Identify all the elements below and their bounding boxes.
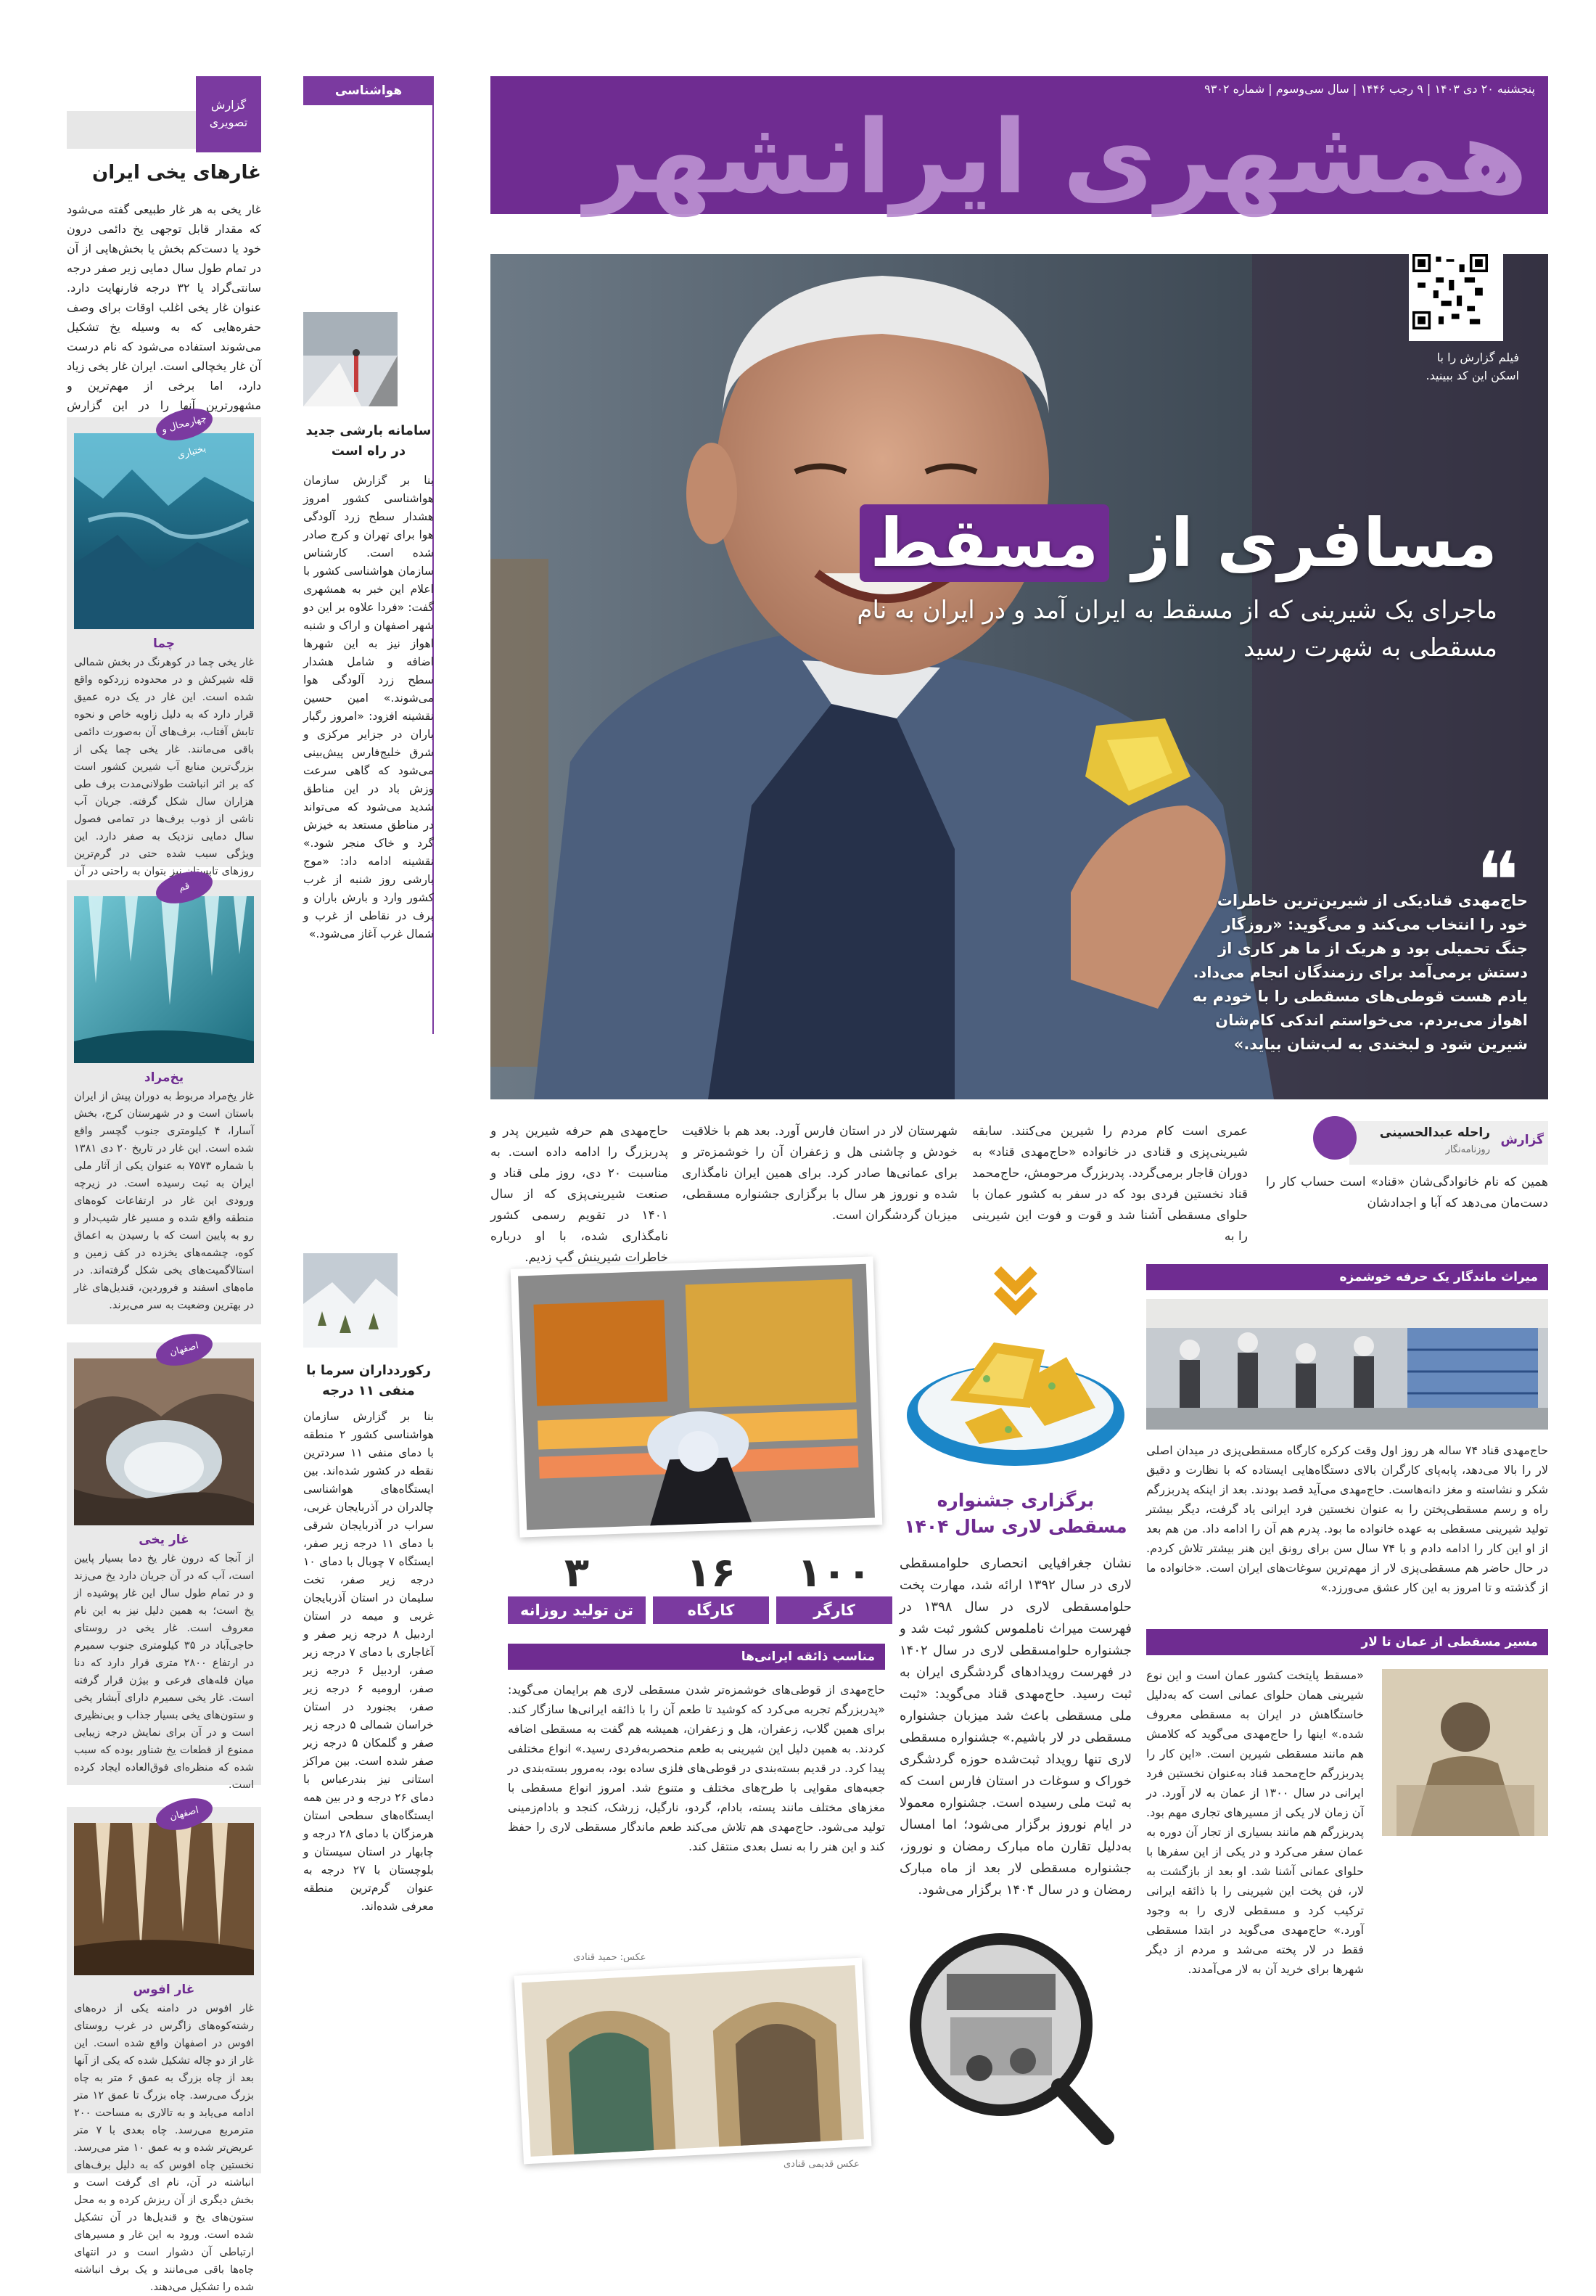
masthead-logo: [505, 99, 1535, 217]
gallery-tag-bar: [67, 111, 196, 149]
hero-photo: [490, 254, 1548, 1099]
weather-photo: [303, 312, 398, 406]
weather-title: سامانه بارشی جدید در راه است: [305, 423, 432, 459]
gallery-card: [67, 880, 261, 1324]
weather-text: بنا بر گزارش سازمان هواشناسی کشور ۲ منطقه با دمای منفی ۱۱ سردترین نقطه در کشور شده‌اند. بین ایستگاه‌های هواشناسی چالدران در آذربایجان غربی، سراب در آذربایجان شرقی با دمای ۱۱ درجه زیر صفر، ایستگاه ۷ چوبال با دمای ۱۰ درجه زیر صفر، تخت سلیمان در استان آذربایجان غربی و میمه در استان اردبیل ۸ درجه زیر صفر و آغاجاری با دمای ۷ درجه زیر صفر، اردبیل ۶ درجه زیر صفر، ارومیه ۶ درجه زیر صفر، بجنورد در استان خراسان شمالی ۵ درجه زیر صفر و گلمکان ۵ درجه زیر صفر شده است. بین مراکز استانی نیز بندرعباس با دمای ۲۶ درجه و در بین همه ایستگاه‌های سطحی استان هرمزگان با دمای ۲۸ درجه و چابهار در استان سیستان و بلوچستان با ۲۷ درجه به عنوان گرم‌ترین منطقه معرفی شده‌اند.: [303, 1410, 435, 1913]
cave-photo: [74, 1358, 254, 1525]
cave-photo: [74, 896, 254, 1063]
card-caption: چما: [152, 636, 176, 651]
photo-credit: عکس قدیمی قنادی: [783, 2159, 860, 2170]
weather-text: بنا بر گزارش سازمان هواشناسی کشور امروز هشدار سطح زرد آلودگی هوا برای تهران و کرج صادر شده است. کارشناس سازمان هواشناسی کشور با اعلام این خبر به همشهری گفت: «فردا علاوه بر این دو شهر اصفهان و اراک و شنبه اهواز نیز به این شهرها اضافه و شامل هشدار سطح زرد آلودگی هوا می‌شوند.» امین حسین نقشینه افزود: «امروز رگبار باران در جزایر مرکزی و شرق خلیج‌فارس پیش‌بینی می‌شود که گاهی سرعت وزش باد در این مناطق شدید می‌شود که می‌تواند در مناطق مستعد به خیزش گرد و خاک منجر شود.» نقشینه ادامه داد: «موج بارشی روز شنبه از غرب کشور وارد و بارش باران و برف در نقاطی از غرب و شمال غرب آغاز می‌شود.»: [303, 474, 434, 940]
intro-text-1: همین که نام خانوادگی‌شان «قناد» است حساب کار را دست‌مان می‌دهد که آبا و اجدادشان: [1266, 1175, 1548, 1210]
author-badge-icon: [1313, 1116, 1357, 1160]
section-text: حاج‌مهدی از قوطی‌های خوشمزه‌تر شدن مسقطی لاری هم برایمان می‌گوید: «پدربزرگم تجربه می‌کرد که کوشید تا طعم آن را با ذائقه ایرانی‌ها سازگار کند. برای همین گلاب، زعفران، هل و زعفران، همیشه هم گفت به مسقطی اضافه کردند. به همین دلیل این شیرینی به طعم منحصربه‌فردی رسید.» انواع مختلفی پیدا کرد. در قدیم بسته‌بندی در قوطی‌های فلزی ساده بود، به‌مرور بسته‌بندی در جعبه‌های مقوایی با طرح‌های مختلف و متنوع شد. امروز انواع مسقطی با مغزهای مختلف مانند پسته، بادام، گردو، نارگیل، زرشک، کنجد و بادام‌زمینی تولید می‌شود. حاج‌مهدی هم تلاش می‌کند طعم ماندگار مسقطی لاری را حفظ کند و این هنر را به نسل بعدی منتقل کند.: [508, 1683, 885, 1853]
card-text: از آنجا که درون غار یخ دما بسیار پایین است، آب که در آن جریان دارد یخ می‌زند و در تمام طول سال این غار پوشیده از یخ است؛ به همین دلیل نیز به این نام معروف است. غار یخی در روستای حاجی‌آباد در ۳۵ کیلومتری جنوب سمیرم در ارتفاع ۲۸۰۰ متری قرار دارد که دنا میان قله‌های فرعی و بیژن قرار گرفته است. غار یخی سمیرم دارای آبشار یخی و ستون‌های یخی بسیار جذاب و بی‌نظیری است و در آن برای نمایش درجه زیبایی ممنوع از قطعات یخ شناور بوده که سبب شده که منظره‌ای فوق‌العاده ایجاد کرده است.: [73, 1553, 254, 1791]
card-text: غار افوس در دامنه یکی از دره‌های رشته‌کوه‌های زاگرس در غرب روستای افوس در اصفهان واقع شده است. این غار از دو چاله تشکیل شده که یکی از آنها بعد از چاه بزرگ به عمق ۶ متر به چاه بزرگ می‌رسد. چاه بزرگ تا عمق ۱۲ متر ادامه می‌یابد و به تالاری به مساحت ۲۰۰ مترمربع می‌رسد. چاه بعدی با ۷ متر عریض‌تر شده و به عمق ۱۰ متر می‌رسد. نخستین چاه افوس که به دلیل برف‌های انباشته در آن، نام ای گرفت است و بخش دیگری از آن ریزش کرده و به محل ستون‌های یخ و قندیل‌ها در آن تشکیل شده است. ورود به این غار و مسیر‌های ارتباطی آن دشوار است و در انتهای چاه‌ها باقی می‌مانند و یک برف انباشته شده را تشکیل می‌دهند.: [74, 2003, 254, 2293]
photo-credit: عکس: حمید قنادی: [573, 1952, 646, 1963]
workshop-photo: [1146, 1299, 1548, 1430]
gallery-column: [67, 76, 262, 2293]
section-text: حاج‌مهدی قناد ۷۴ ساله هر روز اول وقت کرکره کارگاه مسقطی‌پزی در میدان اصلی لار را بالا می‌دهد، پابه‌پای کارگران بالای دستگاه‌هایی ایستاده که با نظارت و دقیق شکر و نشاسته و مغز دانه‌هاست. حاج‌مهدی می‌آید قصد بودند. بعد از اینکه پدربزرگم راه و رسم مسقطی‌پختن را به عنوان نخستین فرد ایرانی یاد گرفت، دیگر بیشتر تولید شیرینی مسقطی به عهده خانواده ما بود. پدرم هم آن را ادامه داد. من هم بعد از او این کار را ادامه دادم و با ۷۴ سال سن برای رونق این هنر بیشتر تلاش کردم. در حال حاضر هم مسقطی‌پزی لار از مهم‌ترین سوغات‌های ایران است. «خانواده ما از گذشته و تا امروز به این کار عشق می‌ورزد.»: [1146, 1443, 1548, 1594]
hero-title-a: مسافری از: [1132, 504, 1497, 582]
cave-photo: [74, 1823, 254, 1975]
card-text: غار یخی چما در کوهرنگ در بخش شمالی قله شیرکش و در محدوده زردکوه واقع شده است. این غار در یک دره عمیق قرار دارد که به دلیل زاویه خاص و نحوه تابش آفتاب، برف‌های آن به‌صورت دائمی باقی می‌مانند. غار یخی چما یکی از بزرگ‌ترین منابع آب شیرین کشور است که بر اثر انباشت طولانی‌مدت برف طی هزاران سال شکل گرفته. جریان آب ناشی از ذوب برف‌ها در تمامی فصول سال دمایی نزدیک به صفر دارد. این ویژگی سبب شده حتی در گرم‌ترین روزهای نیز بتوان به راحتی در آن: [74, 657, 254, 877]
intro-text-3: شهرستان لار در استان فارس آورد. بعد هم با خلاقیت خودش و چاشنی هل و زعفران آن را خوشمزه‌تر و برای عمانی‌ها صادر کرد. برای همین ایران نامگذاری شده و نوروز هر سال با برگزاری جشنواره مسقطی، میزبان گردشگران است.: [682, 1124, 958, 1223]
hero-title: [860, 504, 1497, 582]
province-badge: قم: [152, 866, 216, 909]
sweet-plate-photo: [900, 1263, 1132, 1480]
section-bar: مسیر مسقطی از عمان تا لار: [1146, 1629, 1548, 1655]
hero-quote: حاج‌مهدی قنادیکی از شیرین‌ترین خاطرات خود را انتخاب می‌کند و می‌گوید: «روزگار جنگ تحمیلی بود و هریک از ما هر کاری از دستش برمی‌آمد برای رزمندگان انجام می‌داد. یادم هست قوطی‌های مسقطی را با خودم به اهواز می‌بردم. می‌خواستم اندکی کام‌شان شیرین شود و لبخندی به لب‌شان بیاید.»: [1192, 892, 1528, 1053]
province-badge: اصفهان: [152, 1328, 216, 1371]
weather-title: رکوردداران سرما با منفی ۱۱ درجه: [306, 1363, 431, 1398]
stat-workers: [776, 1549, 892, 1624]
section-bar: مناسب ذائقه ایرانی‌ها: [508, 1644, 885, 1670]
gallery-card: [67, 413, 261, 877]
gallery-card: [67, 1340, 261, 1791]
qr-caption: فیلم گزارش را با اسکن این کد ببینید.: [1426, 350, 1519, 382]
card-caption: یخ‌مراد: [144, 1070, 184, 1085]
hero-title-b: مسقط: [860, 504, 1108, 582]
festival-text: نشان جغرافیایی انحصاری حلوامسقطی لاری در سال ۱۳۹۲ ارائه شد، مهارت پخت حلوامسقطی لاری در سال ۱۳۹۸ در فهرست میراث ناملموس کشور ثبت شد و جشنواره حلوامسقطی لاری در سال ۱۴۰۲ در فهرست رویدادهای گردشگری ایران به ثبت رسید. حاج‌مهدی قناد می‌گوید: «ثبت ملی مسقطی باعث شد میزبان جشنواره مسقطی در لار باشیم.» جشنواره مسقطی لاری تنها رویداد ثبت‌شده حوزه گردشگری خوراک و سوغات در استان فارس است که به ثبت ملی رسیده است. جشنواره معمولا در ایام نوروز برگزار می‌شود؛ اما امسال به‌دلیل تقارن ماه مبارک رمضان و نوروز، جشنواره مسقطی لار بعد از ماه مبارک رمضان و در سال ۱۴۰۴ برگزار می‌شود.: [900, 1556, 1132, 1898]
section-label: گزارش: [1500, 1133, 1544, 1147]
stat-label: کارگر: [776, 1596, 892, 1624]
weather-header: هواشناسی: [303, 76, 434, 105]
stat-value: ۱۶: [686, 1549, 736, 1596]
quote-mark-icon: ❝: [1476, 835, 1519, 927]
gallery-intro: غار یخی به هر غار طبیعی گفته می‌شود که مقدار قابل توجهی یخ دائمی درون خود یا دست‌کم بخش یا بخش‌هایی از آن در تمام طول سال دمایی زیر صفر درجه سانتی‌گراد یا ۳۲ درجه فارنهایت دارد. عنوان غار یخی اغلب اوقات برای وصف حفره‌هایی که به وسیله یخ تشکیل می‌شوند استفاده می‌شود که نام درست آن غار یخچالی است. ایران غار یخی زیاد دارد، اما برخی از مهم‌ترین و مشهورترین آنها را در این گزارش: [67, 202, 262, 412]
logo-text: همشهری ایرانشهر: [584, 99, 1528, 217]
province-badge: چهارمحال و بختیاری: [152, 403, 216, 446]
byline-box: [1349, 1121, 1548, 1165]
gallery-tag: گزارش تصویری: [196, 76, 261, 152]
author-role: روزنامه‌نگار: [1445, 1144, 1490, 1155]
section-text: «مسقط پایتخت کشور عمان است و این نوع شیرینی همان حلوای عمانی است که به‌دلیل خاستگاهش در ایران به مسقطی معروف شده.» اینها را حاج‌مهدی می‌گوید که کلامش هم مانند مسقطی شیرین است. «این کار را پدربزرگم حاج‌محمد قناد به‌عنوان نخستین فرد ایرانی در سال ۱۳۰۰ از عمان به لار آورد. در آن زمان لار یکی از مسیرهای تجاری مهم بود. پدربزرگم هم مانند بسیاری از تجار آن دوره به عمان سفر می‌کرد و در یکی از این سفرها با حلوای عمانی آشنا شد. او بعد از بازگشت به لار، فن پخت این شیرینی را با ذائقه ایرانی ترکیب کرد و مسقطی لاری را به وجود آورد.» حاج‌مهدی می‌گوید در ابتدا مسقطی فقط در لار پخته می‌شد و مردم از دیگر شهرها برای خرید آن به لار می‌آمدند.: [1146, 1668, 1364, 1976]
gallery-title: غارهای یخی ایران: [92, 162, 261, 184]
card-caption: غار افوس: [133, 1983, 195, 1997]
stat-value: ۱۰۰: [797, 1549, 872, 1596]
bazaar-photo: [514, 1958, 872, 2165]
weather-column: [303, 76, 434, 2035]
weather-photo: [303, 1253, 398, 1348]
intro-text-4: حاج‌مهدی هم حرفه شیرین پدر و پدربزرگ را ادامه داده است. به مناسبت ۲۰ دی، روز ملی قناد و صنعت شیرینی‌پزی که از سال ۱۴۰۱ در تقویم رسمی کشور نامگذاری شده، با او درباره خاطرات شیرینش گپ زدیم.: [490, 1124, 668, 1265]
gallery-card: [67, 1805, 261, 2293]
stat-label: کارگاه: [653, 1596, 769, 1624]
intro-text-2: عمری است کام مردم را شیرین می‌کنند. سابقه شیرینی‌پزی و قنادی در خانواده «حاج‌مهدی قناد» به دوران قاجار برمی‌گردد. پدربزرگ مرحومش، حاج‌محمد قناد نخستین فردی بود که در سفر به کشور عمان با حلوای مسقطی آشنا شد و قوت و فوت این شیرینی را به: [972, 1124, 1248, 1244]
author-name: راحله عبدالحسینی: [1379, 1126, 1490, 1140]
tray-photo: [511, 1256, 883, 1537]
card-caption: غار یخی: [139, 1533, 189, 1547]
stat-value: ۳: [564, 1549, 590, 1596]
card-text: غار یخ‌مراد مربوط به دوران پیش از ایران باستان است و در شهرستان کرج، بخش آسارا، ۴ کیلومتری جنوب گچسر واقع شده است. این غار در تاریخ ۲۰ دی ۱۳۸۱ با شماره ۷۵۷۳ به عنوان یکی از آثار ملی ایران به ثبت رسیده است. در زیرچه ورودی این غار در ارتفاعات کوه‌های منطقه واقع شده و مسیر غار شیب‌دار و رو به پایین است که با رسیدن به اعماق کوه، چشمه‌های یخزده در کف زمین و استالاگمیت‌های یخی شکل گرفته‌اند. در ماه‌های اسفند و فروردین، قندیل‌های غار در بهترین وضعیت به سر می‌برند.: [74, 1091, 255, 1311]
cave-photo: [74, 433, 254, 629]
section-bar: میراث ماندگار یک حرفه خوشمزه: [1146, 1264, 1548, 1290]
stat-label: تن تولید روزانه: [508, 1596, 646, 1624]
masthead-date: پنجشنبه ۲۰ دی ۱۴۰۳ | ۹ رجب ۱۴۴۶ | سال سی‌وسوم | شماره ۹۳۰۲: [1204, 82, 1535, 96]
magnifier-photo: [907, 1930, 1117, 2148]
masthead: [490, 76, 1548, 217]
qr-code[interactable]: [1409, 254, 1503, 341]
stat-workshops: [653, 1549, 769, 1624]
province-badge: اصفهان: [152, 1792, 216, 1835]
old-photo: [1382, 1669, 1548, 1836]
hero-subtitle: ماجرای یک شیرینی که از مسقط به ایران آمد و در ایران به نام مسقطی به شهرت رسید: [857, 596, 1497, 663]
festival-title: برگزاری جشنواره مسقطی لاری سال ۱۴۰۴: [904, 1490, 1127, 1537]
stat-production: [508, 1549, 646, 1624]
